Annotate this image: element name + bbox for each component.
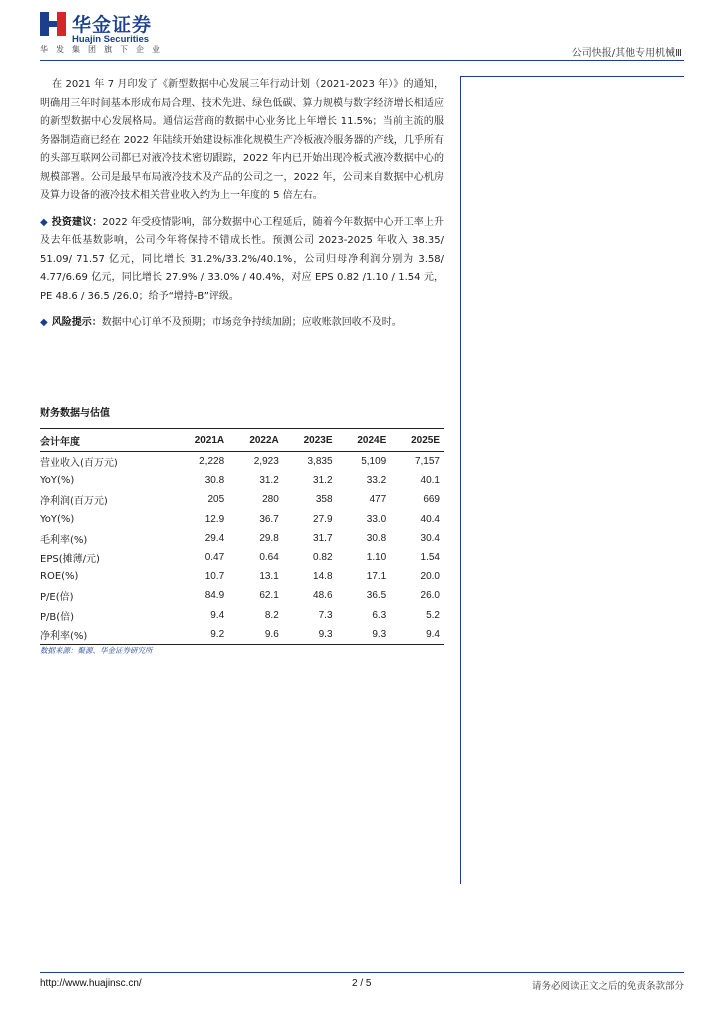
table-cell: 84.9 bbox=[204, 590, 225, 602]
table-cell: 205 bbox=[207, 494, 225, 506]
table-cell: 7.3 bbox=[318, 609, 333, 621]
table-row bbox=[40, 606, 444, 625]
table-cell: ROE(%) bbox=[40, 571, 79, 583]
table-cell: 9.3 bbox=[283, 625, 337, 645]
risk-label: 风险提示： bbox=[51, 317, 102, 328]
table-cell: 10.7 bbox=[204, 571, 225, 583]
table-cell: 2,923 bbox=[253, 456, 279, 468]
table-cell: 31.2 bbox=[313, 475, 333, 487]
investment-label: 投资建议： bbox=[51, 216, 103, 228]
table-cell: 6.3 bbox=[372, 609, 387, 621]
investment-text: 2022 年受疫情影响，部分数据中心工程延后，随着今年数据中心开工率上升及去年低基数影响，公司今年将保持不错成长性。预测公司 2023-2025 年收入 38.35/ 51.09/ 71.57 亿元，同比增长 31.2%/33.2%/40.1%，公司归母净利润分别为 3.58/ 4.77/6.69 亿元，同比增长 27.9% / 33.0% / 40.4%，对应 EPS 0.82 /1.10 / 1.54 元，PE 48.6 / 36.5 /26.0；给予“增持-B”评级。 bbox=[40, 216, 444, 302]
table-row bbox=[40, 625, 444, 645]
table-cell: 0.64 bbox=[259, 552, 279, 564]
table-cell: EPS(摊薄/元) bbox=[40, 554, 100, 566]
table-cell: 33.0 bbox=[366, 513, 387, 525]
table-row bbox=[40, 452, 444, 472]
brand-tagline: 华发集团旗下企业 bbox=[40, 45, 168, 54]
diamond-bullet-icon: ◆ bbox=[40, 317, 48, 328]
table-cell: 9.2 bbox=[174, 625, 229, 645]
table-cell: 48.6 bbox=[313, 590, 333, 602]
table-cell: 477 bbox=[369, 494, 387, 506]
table-cell: 29.8 bbox=[259, 532, 279, 544]
table-cell: 1.54 bbox=[420, 552, 440, 564]
logo-mark-icon bbox=[40, 10, 66, 38]
table-cell: 7,157 bbox=[414, 456, 440, 468]
table-cell: YoY(%) bbox=[40, 475, 75, 487]
table-cell: 33.2 bbox=[366, 475, 387, 487]
column-header: 2021A bbox=[174, 429, 229, 452]
financial-table bbox=[40, 428, 444, 645]
table-cell: 30.4 bbox=[420, 532, 440, 544]
column-header: 2022A bbox=[228, 429, 283, 452]
table-cell: 2,228 bbox=[199, 456, 225, 468]
table-cell: 36.5 bbox=[366, 590, 387, 602]
table-cell: 营业收入(百万元) bbox=[40, 458, 118, 470]
table-cell: 5,109 bbox=[361, 456, 387, 468]
table-row bbox=[40, 490, 444, 509]
table-cell: 30.8 bbox=[204, 475, 225, 487]
report-type: 公司快报/其他专用机械Ⅲ bbox=[571, 48, 682, 59]
table-cell: 净利润(百万元) bbox=[40, 496, 108, 508]
table-cell: 17.1 bbox=[366, 571, 387, 583]
table-cell: P/E(倍) bbox=[40, 592, 74, 604]
table-cell: 12.9 bbox=[204, 513, 225, 525]
table-cell: 14.8 bbox=[313, 571, 333, 583]
disclaimer-note: 请务必阅读正文之后的免责条款部分 bbox=[531, 981, 684, 992]
footer-divider bbox=[40, 972, 684, 973]
risk-text: 数据中心订单不及预期；市场竞争持续加剧；应收账款回收不及时。 bbox=[101, 317, 402, 328]
table-cell: 8.2 bbox=[264, 609, 279, 621]
table-cell: 毛利率(%) bbox=[40, 534, 88, 546]
table-cell: YoY(%) bbox=[40, 513, 75, 525]
table-cell: 29.4 bbox=[204, 532, 225, 544]
table-row bbox=[40, 586, 444, 605]
table-cell: 358 bbox=[315, 494, 333, 506]
table-row bbox=[40, 548, 444, 567]
body-paragraph: 在 2021 年 7 月印发了《新型数据中心发展三年行动计划（2021-2023 年）》的通知，明确用三年时间基本形成布局合理、技术先进、绿色低碳、算力规模与数字经济增长相适应的新型数据中心发展格局。通信运营商的数据中心业务比上年增长 11.5%；当前主流的服务器制造商已经在 2022 年陆续开始建设标准化规模生产冷板液冷服务器的产线，几乎所有的头部互联网公司都已对液冷技术密切跟踪，2022 年内已开始出现冷板式液冷数据中心的规模部署。公司是最早布局液冷技术及产品的公司之一，2022 年，公司来自数据中心机房及算力设备的液冷技术相关营业收入约为上一年度的 5 倍左右。 bbox=[40, 79, 444, 201]
column-header: 2024E bbox=[337, 429, 391, 452]
table-cell: 20.0 bbox=[420, 571, 440, 583]
brand-name-cn: 华金证券 bbox=[72, 14, 153, 36]
table-cell: 5.2 bbox=[426, 609, 440, 621]
table-cell: 26.0 bbox=[420, 590, 440, 602]
table-cell: P/B(倍) bbox=[40, 611, 75, 623]
page-number: 2 / 5 bbox=[352, 978, 372, 989]
table-header-row bbox=[40, 429, 444, 452]
table-cell: 9.4 bbox=[210, 609, 225, 621]
table-cell: 30.8 bbox=[366, 532, 387, 544]
table-cell: 0.47 bbox=[204, 552, 225, 564]
diamond-bullet-icon: ◆ bbox=[40, 216, 48, 228]
column-header: 2025E bbox=[390, 429, 444, 452]
table-cell: 31.7 bbox=[313, 532, 333, 544]
table-cell: 9.6 bbox=[228, 625, 283, 645]
table-cell: 280 bbox=[262, 494, 279, 506]
table-cell: 9.3 bbox=[337, 625, 391, 645]
table-cell: 9.4 bbox=[390, 625, 444, 645]
table-cell: 1.10 bbox=[366, 552, 387, 564]
column-header: 2023E bbox=[283, 429, 337, 452]
column-divider bbox=[460, 76, 461, 884]
table-cell: 669 bbox=[423, 494, 440, 506]
header-divider bbox=[40, 60, 684, 61]
risk-warning bbox=[40, 314, 444, 333]
table-cell: 31.2 bbox=[259, 475, 279, 487]
table-cell: 40.1 bbox=[420, 475, 440, 487]
table-row bbox=[40, 529, 444, 548]
table-cell: 13.1 bbox=[259, 571, 279, 583]
website-link[interactable]: http://www.huajinsc.cn/ bbox=[40, 978, 142, 989]
table-row bbox=[40, 510, 444, 529]
financial-table-title: 财务数据与估值 bbox=[40, 408, 110, 419]
column-header: 会计年度 bbox=[40, 429, 174, 452]
table-cell: 0.82 bbox=[313, 552, 333, 564]
table-cell: 3,835 bbox=[307, 456, 333, 468]
data-source-note: 数据来源：聚源、华金证券研究所 bbox=[40, 646, 153, 655]
investment-advice bbox=[40, 214, 444, 307]
table-cell: 27.9 bbox=[313, 513, 333, 525]
table-row bbox=[40, 471, 444, 490]
table-cell: 36.7 bbox=[259, 513, 279, 525]
brand-name-en: Huajin Securities bbox=[72, 34, 150, 45]
table-cell: 62.1 bbox=[259, 590, 279, 602]
table-cell: 40.4 bbox=[420, 513, 440, 525]
table-row bbox=[40, 567, 444, 586]
table-cell: 净利率(%) bbox=[40, 625, 174, 645]
sidebar-top-rule bbox=[460, 76, 684, 77]
main-column bbox=[40, 76, 444, 333]
